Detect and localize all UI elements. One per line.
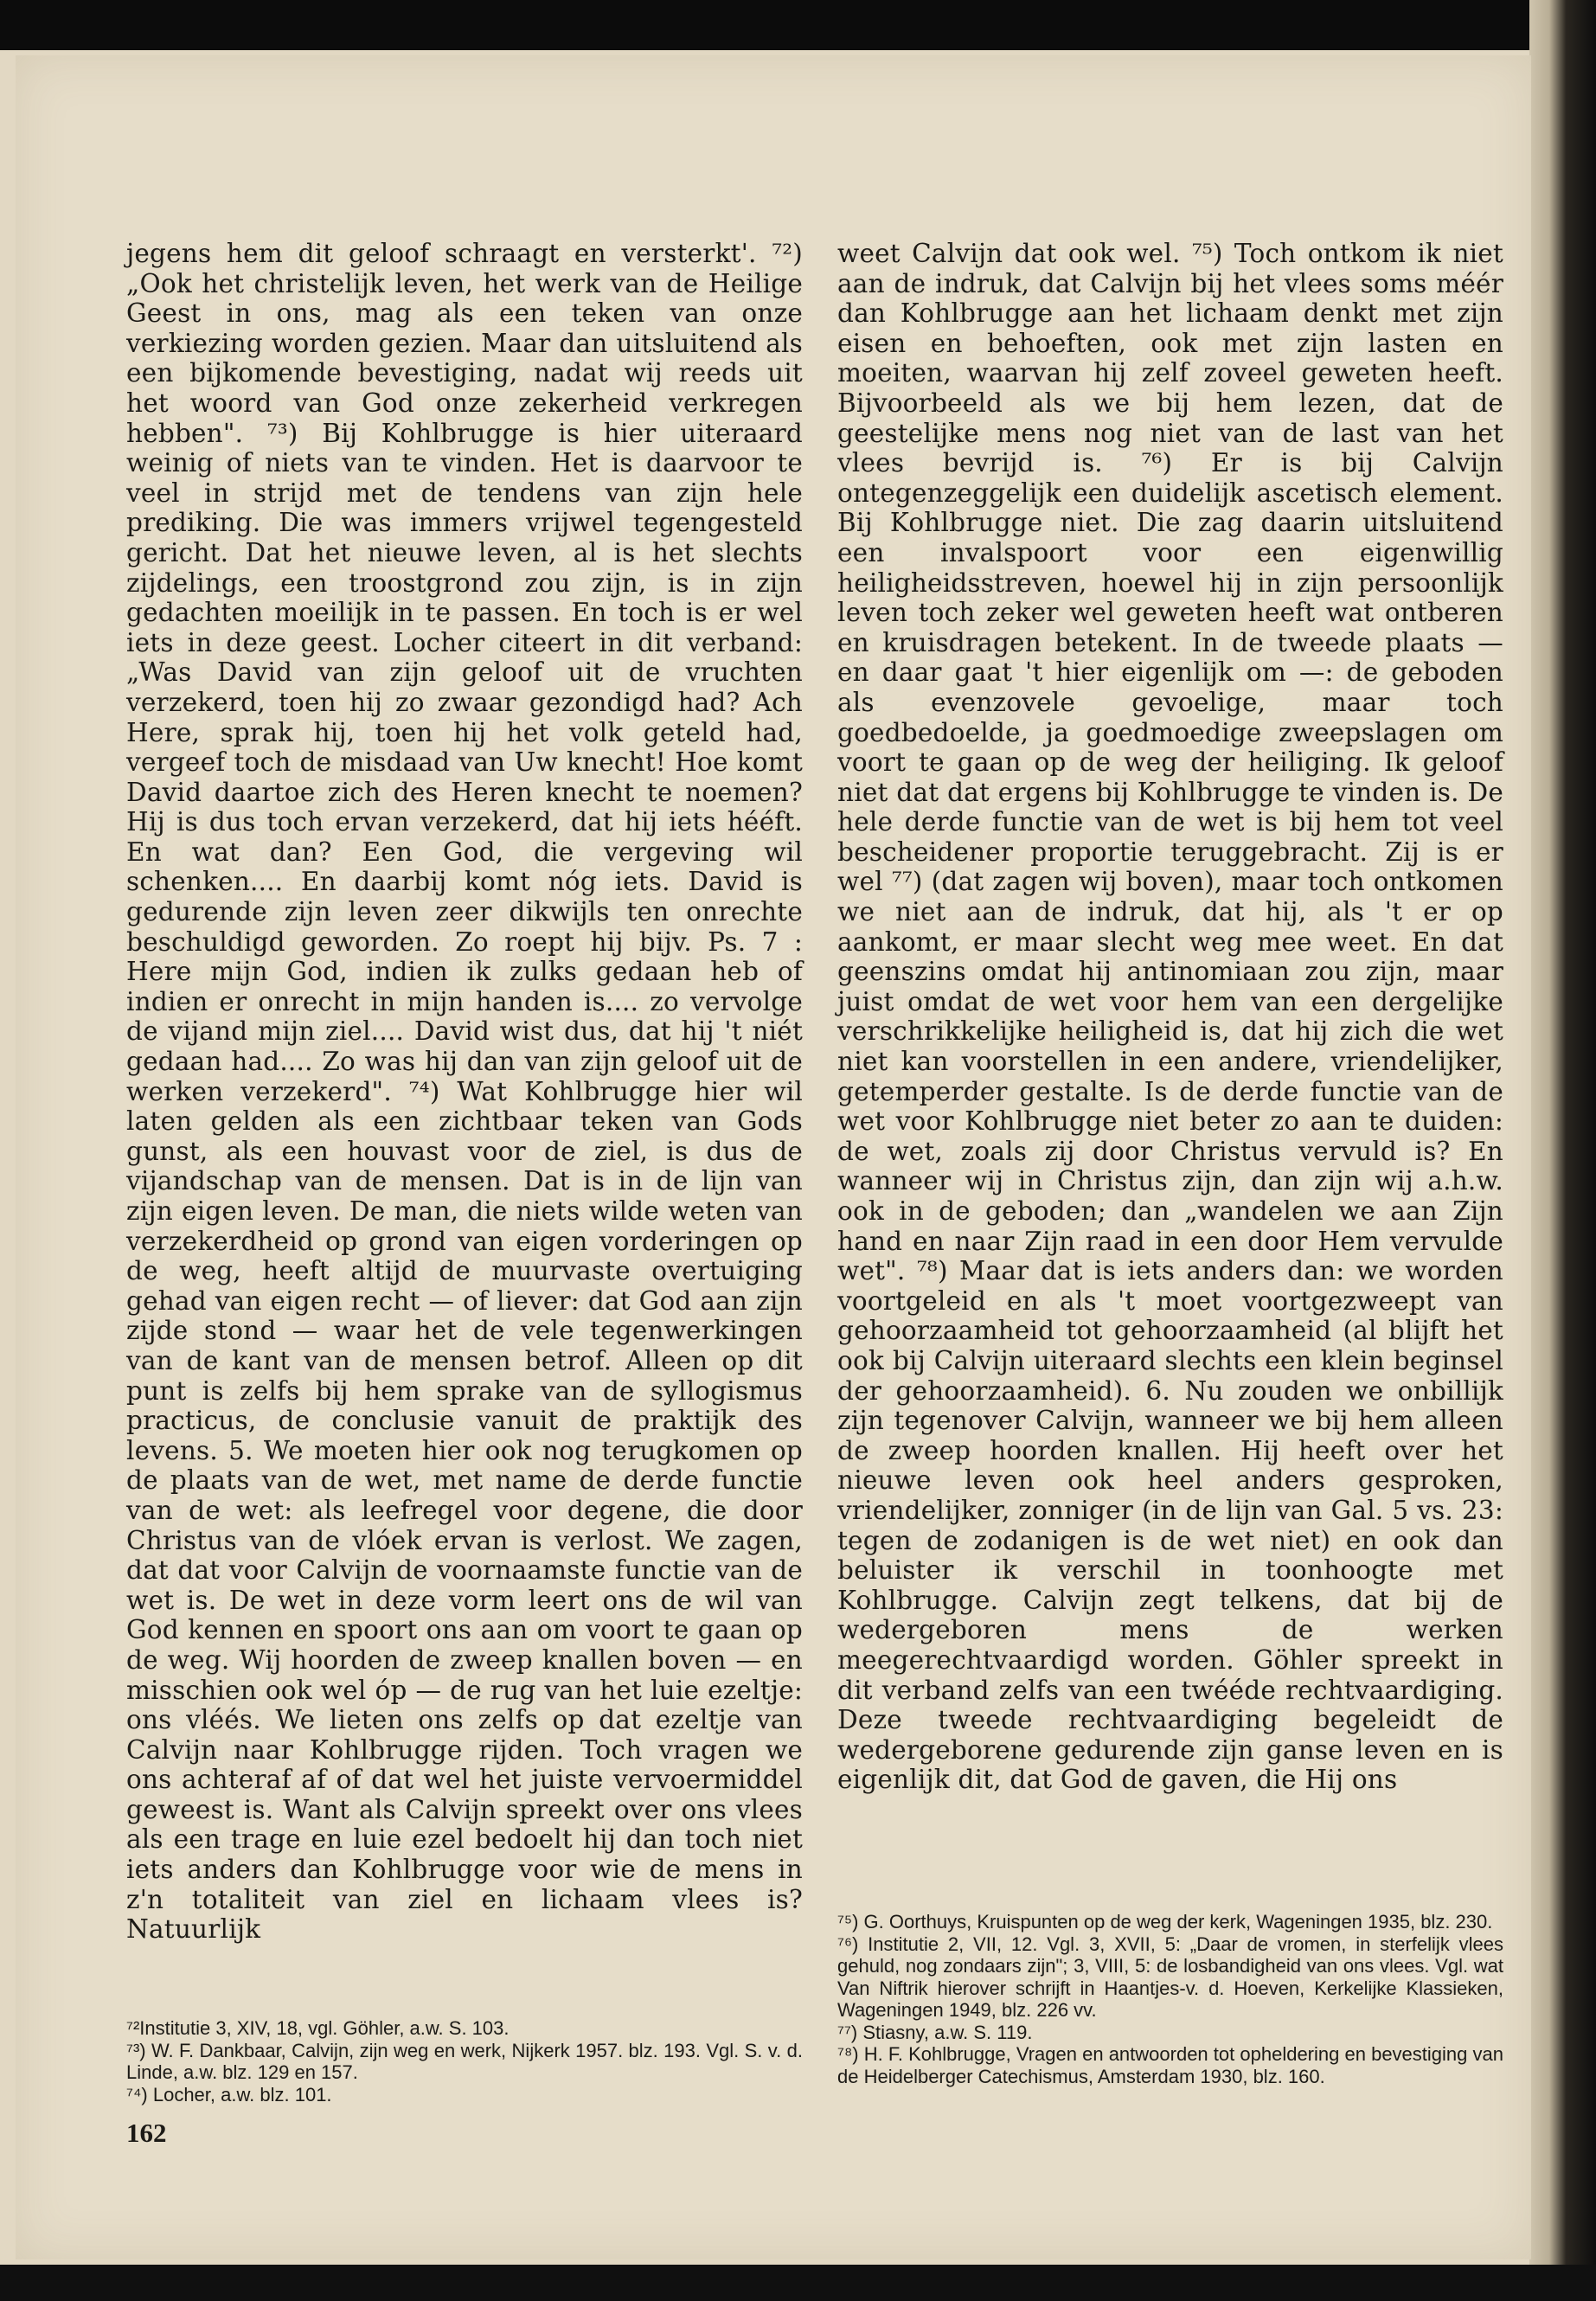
right-column-text: weet Calvijn dat ook wel. ⁷⁵) Toch ontkom ik niet aan de indruk, dat Calvijn bij het vlees soms méér dan Kohlbrugge aan het lichaam denkt met zijn eisen en behoeften, ook met zijn lasten en moeiten, waarvan hij zelf zoveel geweten heeft. Bijvoorbeeld als we bij hem lezen, dat de geestelijke mens nog niet van de last van het vlees bevrijd is. ⁷⁶) Er is bij Calvijn ontegenzeggelijk een duidelijk ascetisch element. Bij Kohlbrugge niet. Die zag daarin uitsluitend een invalspoort voor een eigenwillig heiligheidsstreven, hoewel hij in zijn persoonlijk leven toch zeker wel geweten heeft wat ontberen en kruisdragen betekent. In de tweede plaats — en daar gaat 't hier eigenlijk om —: de geboden als evenzovele gevoelige, maar toch goedbedoelde, ja goedmoedige zweepslagen om voort te gaan op de weg der heiliging. Ik geloof niet dat dat ergens bij Kohlbrugge te vinden is. De hele derde functie van de wet is bij hem tot veel bescheidener proportie teruggebracht. Zij is er wel ⁷⁷) (dat zagen wij boven), maar toch ontkomen we niet aan de indruk, dat hij, als 't er op aankomt, er maar slecht weg mee weet. En dat geenszins omdat hij antinomiaan zou zijn, maar juist omdat de wet voor hem van een dergelijke verschrikkelijke heiligheid is, dat hij zich die wet niet kan voorstellen in een andere, vriendelijker, getemperder gestalte. Is de derde functie van de wet voor Kohlbrugge niet beter zo aan te duiden: de wet, zoals zij door Christus vervuld is? En wanneer wij in Christus zijn, dan zijn wij a.h.w. ook in de geboden; dan „wandelen we aan Zijn hand en naar Zijn raad in een door Hem vervulde wet". ⁷⁸) Maar dat is iets anders dan: we worden voortgeleid en als 't moet voortgezweept van gehoorzaamheid tot gehoorzaamheid (al blijft het ook bij Calvijn uiteraard slechts een klein beginsel der gehoorzaamheid). 6. Nu zouden we onbillijk zijn tegenover Calvijn, wanneer we bij hem alleen de zweep hoorden knallen. Hij heeft over het nieuwe leven ook heel anders gesproken, vriendelijker, zonniger (in de lijn van Gal. 5 vs. 23: tegen de zodanigen is de wet niet) en ook dan beluister ik verschil in toonhoogte met Kohlbrugge. Calvijn zegt telkens, dat bij de wedergeboren mens de werken meegerechtvaardigd worden. Göhler spreekt in dit verband zelfs van een twééde rechtvaardiging. Deze tweede rechtvaardiging begeleidt de wedergeborene gedurende zijn ganse leven en is eigenlijk dit, dat God de gaven, die Hij ons [837,239,1503,1795]
scan-right-edge [1529,0,1596,2301]
footnote-77: ⁷⁷) Stiasny, a.w. S. 119. [837,2021,1033,2043]
footnote-76: ⁷⁶) Institutie 2, VII, 12. Vgl. 3, XVII, 5: „Daar de vromen, in sterfelijk vlees gehuld, nog zondaars zijn"; 3, VIII, 5: de losbandigheid van ons vlees. Vgl. wat Van Niftrik hierover schrijft in Haantjes-v. d. Hoeven, Kerkelijke Klassieken, Wageningen 1949, blz. 226 vv. [837,1932,1503,2021]
footnote-75: ⁷⁵) G. Oorthuys, Kruispunten op de weg der kerk, Wageningen 1935, blz. 230. [837,1911,1493,1932]
scan-bottom-border [0,2265,1596,2301]
footnote-73: ⁷³) W. F. Dankbaar, Calvijn, zijn weg en werk, Nijkerk 1957. blz. 193. Vgl. S. v. d. Linde, a.w. blz. 129 en 157. [126,2039,803,2083]
left-column [126,239,803,1945]
footnote-72: ⁷²Institutie 3, XIV, 18, vgl. Göhler, a.w. S. 103. [126,2017,510,2039]
footnote-74: ⁷⁴) Locher, a.w. blz. 101. [126,2083,332,2106]
book-page [16,55,1531,2259]
scan-top-border [0,0,1596,50]
page-number: 162 [126,2118,167,2148]
left-footnotes [126,2017,803,2106]
left-column-text: jegens hem dit geloof schraagt en versterkt'. ⁷²) „Ook het christelijk leven, het werk van de Heilige Geest in ons, mag als een teken van onze verkiezing worden gezien. Maar dan uitsluitend als een bijkomende bevestiging, nadat wij reeds uit het woord van God onze zekerheid verkregen hebben". ⁷³) Bij Kohlbrugge is hier uiteraard weinig of niets van te vinden. Het is daarvoor te veel in strijd met de tendens van zijn hele prediking. Die was immers vrijwel tegengesteld gericht. Dat het nieuwe leven, al is het slechts zijdelings, een troostgrond zou zijn, is in zijn gedachten moeilijk in te passen. En toch is er wel iets in deze geest. Locher citeert in dit verband: „Was David van zijn geloof uit de vruchten verzekerd, toen hij zo zwaar gezondigd had? Ach Here, sprak hij, toen hij het volk geteld had, vergeef toch de misdaad van Uw knecht! Hoe komt David daartoe zich des Heren knecht te noemen? Hij is dus toch ervan verzekerd, dat hij iets hééft. En wat dan? Een God, die vergeving wil schenken.... En daarbij komt nóg iets. David is gedurende zijn leven zeer dikwijls ten onrechte beschuldigd geworden. Zo roept hij bijv. Ps. 7 : Here mijn God, indien ik zulks gedaan heb of indien er onrecht in mijn handen is.... zo vervolge de vijand mijn ziel.... David wist dus, dat hij 't niét gedaan had.... Zo was hij dan van zijn geloof uit de werken verzekerd". ⁷⁴) Wat Kohlbrugge hier wil laten gelden als een zichtbaar teken van Gods gunst, als een houvast voor de ziel, is dus de vijandschap van de mensen. Dat is in de lijn van zijn eigen leven. De man, die niets wilde weten van verzekerdheid op grond van eigen vorderingen op de weg, heeft altijd de muurvaste overtuiging gehad van eigen recht — of liever: dat God aan zijn zijde stond — waar het de vele tegenwerkingen van de kant van de mensen betrof. Alleen op dit punt is zelfs bij hem sprake van de syllogismus practicus, de conclusie vanuit de praktijk des levens. 5. We moeten hier ook nog terugkomen op de plaats van de wet, met name de derde functie van de wet: als leefregel voor degene, die door Christus van de vlóek ervan is verlost. We zagen, dat dat voor Calvijn de voornaamste functie van de wet is. De wet in deze vorm leert ons de wil van God kennen en spoort ons aan om voort te gaan op de weg. Wij hoorden de zweep knallen boven — en misschien ook wel óp — de rug van het luie ezeltje: ons vléés. We lieten ons zelfs op dat ezeltje van Calvijn naar Kohlbrugge rijden. Toch vragen we ons achteraf af of dat wel het juiste vervoermiddel geweest is. Want als Calvijn spreekt over ons vlees als een trage en luie ezel bedoelt hij dan toch niet iets anders dan Kohlbrugge voor wie de mens in z'n totaliteit van ziel en lichaam vlees is? Natuurlijk [126,239,803,1945]
right-footnotes [837,1911,1503,2087]
right-column [837,239,1503,1795]
footnote-78: ⁷⁸) H. F. Kohlbrugge, Vragen en antwoorden tot opheldering en bevestiging van de Heidelberger Catechismus, Amsterdam 1930, blz. 160. [837,2043,1503,2087]
